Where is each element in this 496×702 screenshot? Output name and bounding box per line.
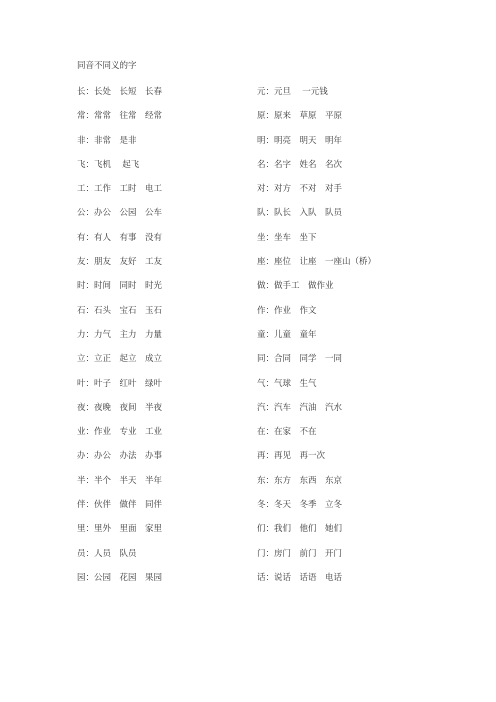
document-title: 同音不同义的字 — [77, 61, 137, 71]
word-entry: 业：作业 专业 工业 — [77, 427, 163, 438]
left-column — [77, 86, 277, 596]
word-entry: 做：做手工 做作业 — [257, 281, 334, 292]
word-entry: 名：名字 姓名 名次 — [257, 159, 343, 170]
word-entry: 园：公园 花园 果园 — [77, 572, 163, 583]
word-entry: 话：说话 话语 电话 — [257, 572, 343, 583]
word-entry: 长：长处 长短 长春 — [77, 87, 163, 97]
word-entry: 非：非常 是非 — [77, 135, 137, 146]
word-entry: 门：房门 前门 开门 — [257, 548, 343, 559]
word-entry: 座：座位 让座 一座山（桥） — [257, 257, 377, 268]
word-entry: 里：里外 里面 家里 — [77, 524, 163, 535]
word-entry: 童：儿童 童年 — [257, 329, 317, 340]
word-entry: 有：有人 有事 没有 — [77, 232, 163, 243]
word-entry: 半：半个 半天 半年 — [77, 475, 163, 486]
word-entry: 石：石头 宝石 玉石 — [77, 305, 163, 316]
word-entry: 立：立正 起立 成立 — [77, 354, 163, 365]
word-entry: 公：办公 公园 公车 — [77, 208, 163, 219]
word-entry: 元：元旦 一元钱 — [257, 87, 328, 97]
word-entry: 明：明亮 明天 明年 — [257, 135, 343, 146]
word-entry: 冬：冬天 冬季 立冬 — [257, 500, 343, 511]
word-entry: 夜：夜晚 夜间 半夜 — [77, 402, 163, 413]
word-entry: 汽：汽车 汽油 汽水 — [257, 402, 343, 413]
word-entry: 伴：伙伴 做伴 同伴 — [77, 500, 163, 511]
word-entry: 原：原来 草原 平原 — [257, 111, 343, 122]
word-entry: 坐：坐车 坐下 — [257, 232, 317, 243]
word-entry: 在：在家 不在 — [257, 427, 317, 438]
word-entry: 员：人员 队员 — [77, 548, 137, 559]
word-entry: 叶：叶子 红叶 绿叶 — [77, 378, 163, 389]
word-entry: 同：合同 同学 一同 — [257, 354, 343, 365]
word-entry: 作：作业 作文 — [257, 305, 317, 316]
word-entry: 气：气球 生气 — [257, 378, 317, 389]
word-entry: 再：再见 再一次 — [257, 451, 326, 462]
word-entry: 力：力气 主力 力量 — [77, 329, 163, 340]
word-entry: 办：办公 办法 办事 — [77, 451, 163, 462]
word-entry: 们：我们 他们 她们 — [257, 524, 343, 535]
word-entry: 常：常常 往常 经常 — [77, 111, 163, 122]
word-entry: 队：队长 入队 队员 — [257, 208, 343, 219]
right-column — [257, 86, 457, 596]
word-entry: 时：时间 同时 时光 — [77, 281, 163, 292]
word-entry: 对：对方 不对 对手 — [257, 184, 343, 195]
word-entry: 东：东方 东西 东京 — [257, 475, 343, 486]
word-entry: 飞：飞机 起飞 — [77, 159, 140, 170]
word-entry: 友：朋友 友好 工友 — [77, 257, 163, 268]
word-entry: 工：工作 工时 电工 — [77, 184, 163, 195]
